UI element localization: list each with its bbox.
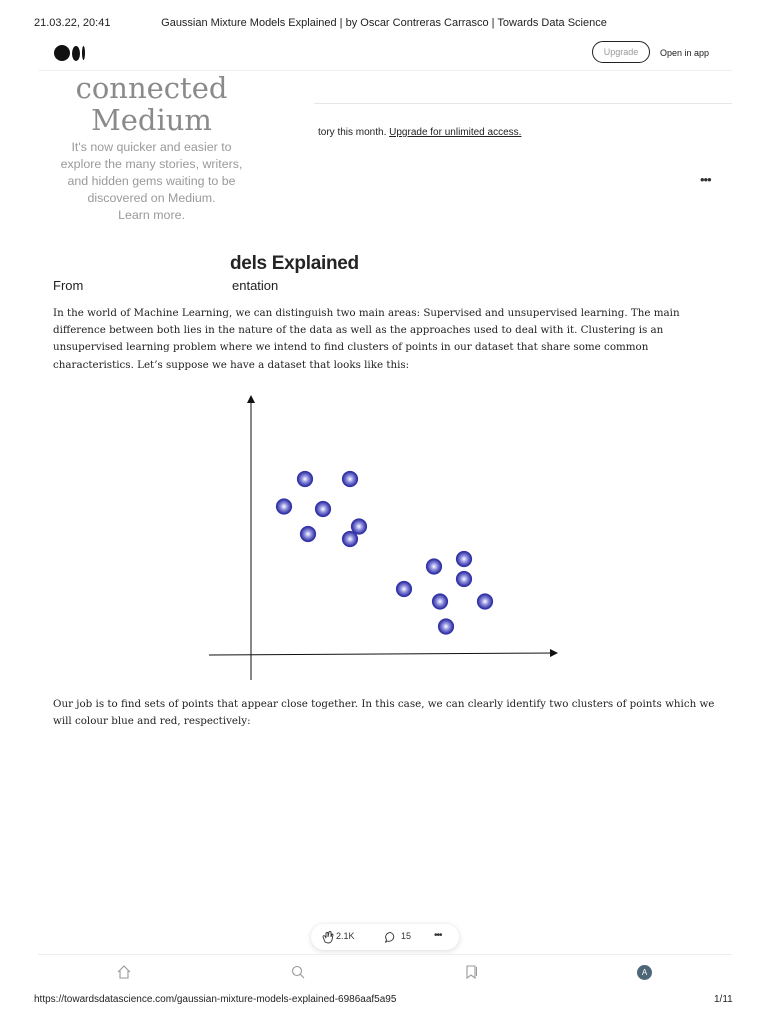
avatar[interactable]: A — [637, 965, 652, 980]
scatter-points — [277, 472, 493, 635]
clap-bar — [311, 924, 459, 950]
scatter-point-5 — [301, 527, 316, 542]
scatter-plot — [205, 388, 565, 684]
scatter-point-6 — [343, 532, 358, 547]
scatter-point-12 — [478, 594, 493, 609]
home-icon[interactable] — [116, 964, 132, 980]
member-banner — [318, 127, 521, 138]
clap-icon[interactable] — [321, 930, 335, 944]
overlay-title-line1: connected — [75, 71, 228, 105]
print-page-number: 1/11 — [714, 994, 733, 1005]
print-url: https://towardsdatascience.com/gaussian-mixture-models-explained-6986aaf5a95 — [34, 994, 397, 1005]
print-date: 21.03.22, 20:41 — [34, 17, 111, 29]
overlay-title-line2: Medium — [91, 103, 212, 137]
article-title: dels Explained — [230, 253, 359, 274]
overlay-description — [50, 139, 253, 224]
overlay-line: discovered on Medium. — [87, 191, 216, 205]
more-options-icon[interactable]: ••• — [700, 172, 711, 187]
overlay-line: explore the many stories, writers, — [60, 157, 243, 171]
scatter-point-0 — [298, 472, 313, 487]
x-axis — [209, 653, 557, 655]
scatter-point-4 — [352, 519, 367, 534]
scatter-point-13 — [439, 619, 454, 634]
overlay-line: and hidden gems waiting to be — [67, 174, 236, 188]
scatter-point-8 — [427, 559, 442, 574]
scatter-point-11 — [433, 594, 448, 609]
upgrade-button[interactable]: Upgrade — [592, 41, 650, 63]
article-subtitle-right: entation — [232, 278, 279, 293]
bookmarks-icon[interactable] — [463, 964, 479, 980]
response-icon[interactable] — [384, 931, 397, 944]
scatter-point-3 — [316, 502, 331, 517]
medium-logo-icon[interactable] — [54, 45, 85, 61]
scatter-point-7 — [457, 552, 472, 567]
divider — [314, 103, 732, 104]
open-in-app-link[interactable]: Open in app — [660, 48, 710, 58]
learn-more-link[interactable]: Learn more. — [118, 208, 185, 222]
response-count: 15 — [401, 931, 412, 941]
upgrade-link[interactable]: Upgrade for unlimited access. — [389, 127, 522, 138]
bottom-nav — [38, 954, 732, 991]
member-banner-text: tory this month. — [318, 127, 390, 138]
overlay-line: It's now quicker and easier to — [71, 140, 232, 154]
scatter-point-1 — [343, 472, 358, 487]
article-paragraph: Our job is to find sets of points that appear close together. In this case, we can clearly identify two clusters of points which we will colour blue and red, respectively: — [53, 698, 715, 728]
top-bar — [38, 38, 732, 71]
print-page-title: Gaussian Mixture Models Explained | by Oscar Contreras Carrasco | Towards Data Science — [161, 17, 607, 29]
scatter-point-9 — [457, 572, 472, 587]
article-paragraph: In the world of Machine Learning, we can distinguish two main areas: Supervised and unsupervised learning. The main difference between both lies in the nature of the data as well as the approaches used to deal with it. Clustering is an unsupervised learning problem where we intend to find clusters of points in our dataset that share some common characteristics. Let’s suppose we have a dataset that looks like this: — [53, 307, 680, 371]
search-icon[interactable] — [290, 964, 306, 980]
scatter-point-10 — [397, 582, 412, 597]
article-subtitle-left: From — [53, 278, 84, 293]
scatter-point-2 — [277, 499, 292, 514]
clap-count: 2.1K — [336, 931, 355, 941]
clap-bar-more-icon[interactable]: ••• — [434, 930, 442, 941]
